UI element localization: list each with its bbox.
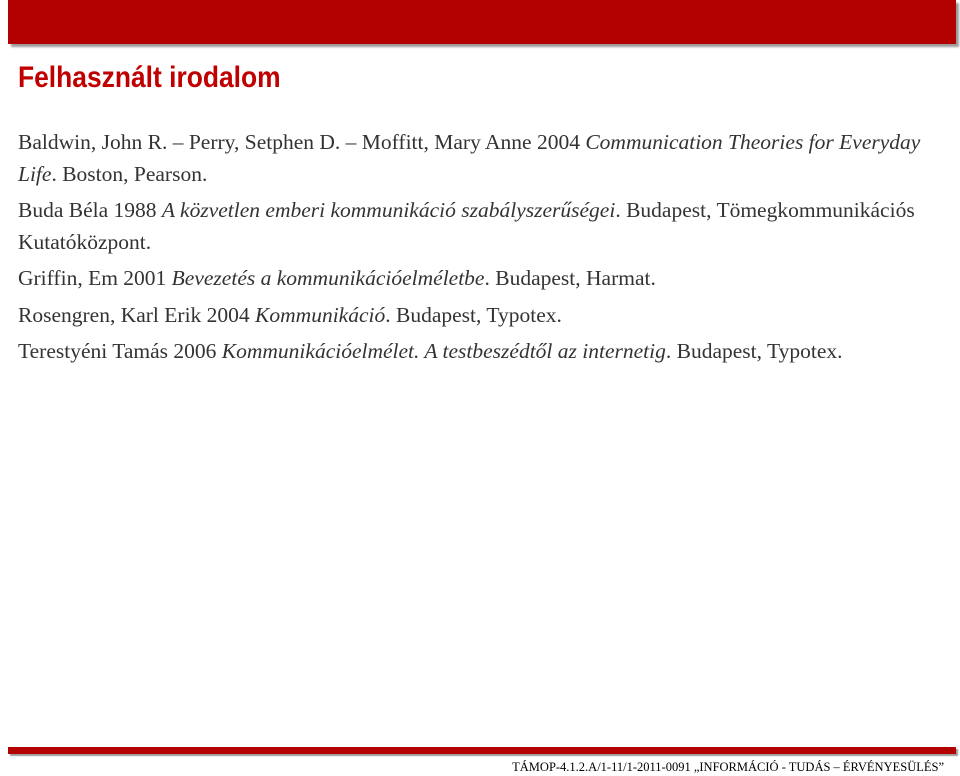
project-footer: TÁMOP-4.1.2.A/1-11/1-2011-0091 „INFORMÁCIÓ - TUDÁS – ÉRVÉNYESÜLÉS” xyxy=(512,760,944,774)
reference-work-title: A közvetlen emberi kommunikáció szabályszerűségei xyxy=(161,198,616,222)
reference-item-3 xyxy=(18,263,943,295)
reference-author-year: Terestyéni Tamás 2006 xyxy=(18,339,222,363)
reference-publisher: . Budapest, Tömegkommunikációs Kutatóközpont. xyxy=(18,198,915,254)
reference-work-title: Kommunikáció xyxy=(255,302,386,327)
reference-author-year: Baldwin, John R. – Perry, Setphen D. – Moffitt, Mary Anne 2004 xyxy=(18,130,586,154)
reference-publisher: . Boston, Pearson. xyxy=(51,161,208,186)
reference-work-title: Kommunikációelmélet. A testbeszédtől az internetig xyxy=(221,339,666,363)
reference-publisher: . Budapest, Typotex. xyxy=(665,339,843,363)
reference-item-5 xyxy=(18,336,943,368)
reference-work-title: Communication Theories for Everyday Life xyxy=(18,130,921,186)
reference-author-year: Griffin, Em 2001 xyxy=(18,266,172,290)
reference-list xyxy=(18,127,943,373)
header-bar xyxy=(8,0,956,44)
footer-bar xyxy=(8,747,956,754)
reference-item-1 xyxy=(18,127,943,190)
reference-item-2 xyxy=(18,195,943,258)
reference-publisher: . Budapest, Harmat. xyxy=(484,266,656,290)
reference-publisher: . Budapest, Typotex. xyxy=(385,302,562,327)
reference-item-4 xyxy=(18,300,943,332)
reference-author-year: Rosengren, Karl Erik 2004 xyxy=(18,302,256,327)
reference-author-year: Buda Béla 1988 xyxy=(18,198,162,222)
slide-title: Felhasznált irodalom xyxy=(18,61,281,94)
reference-work-title: Bevezetés a kommunikációelméletbe xyxy=(171,266,485,290)
